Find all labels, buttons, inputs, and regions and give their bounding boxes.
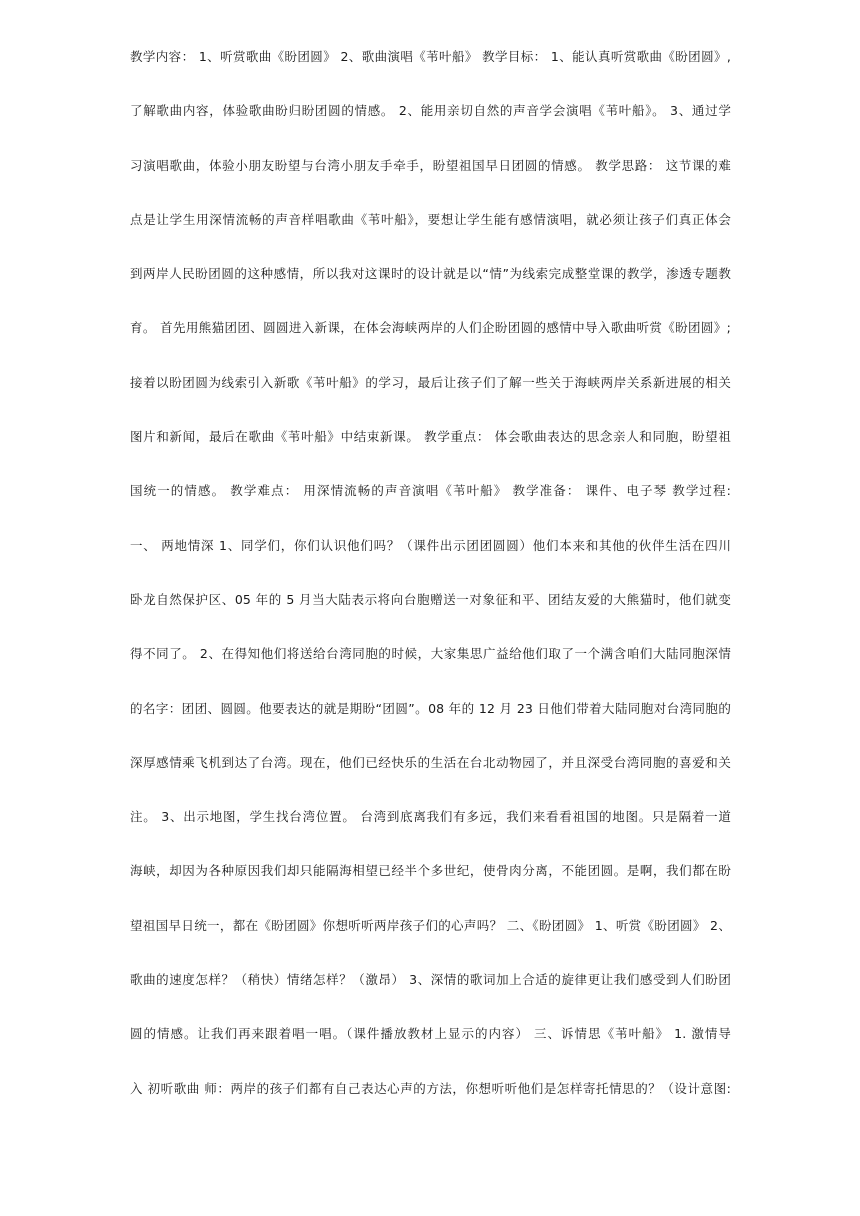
text-line: 海峡，却因为各种原因我们却只能隔海相望已经半个多世纪，使骨肉分离，不能团圆。是啊，我们都在盼 [130,863,731,879]
text-line: 了解歌曲内容，体验歌曲盼归盼团圆的情感。 2、能用亲切自然的声音学会演唱《苇叶船》。 3、通过学 [130,103,731,119]
text-line: 点是让学生用深情流畅的声音样唱歌曲《苇叶船》，要想让学生能有感情演唱，就必须让孩子们真正体会 [130,211,731,227]
text-line: 注。 3、出示地图，学生找台湾位置。 台湾到底离我们有多远，我们来看看祖国的地图。只是隔着一道 [130,809,731,825]
text-line: 育。 首先用熊猫团团、圆圆进入新课，在体会海峡两岸的人们企盼团圆的感情中导入歌曲听赏《盼团圆》; [130,320,731,336]
text-line: 望祖国早日统一，都在《盼团圆》你想听听两岸孩子们的心声吗？ 二、《盼团圆》 1、听赏《盼团圆》 2、 [130,917,731,933]
text-line: 到两岸人民盼团圆的这种感情，所以我对这课时的设计就是以“情”为线索完成整堂课的教学，渗透专题教 [130,266,731,282]
text-line: 接着以盼团圆为线索引入新歌《苇叶船》的学习，最后让孩子们了解一些关于海峡两岸关系新进展的相关 [130,374,731,390]
document-body [130,30,731,1116]
text-line: 卧龙自然保护区、05 年的 5 月当大陆表示将向台胞赠送一对象征和平、团结友爱的大熊猫时，他们就变 [130,591,731,607]
text-line: 习演唱歌曲，体验小朋友盼望与台湾小朋友手牵手，盼望祖国早日团圆的情感。 教学思路： 这节课的难 [130,157,731,173]
text-line: 圆的情感。让我们再来跟着唱一唱。（课件播放教材上显示的内容） 三、诉情思《苇叶船》 1. 激情导 [130,1026,731,1042]
text-line: 一、 两地情深 1、同学们，你们认识他们吗？（课件出示团团圆圆）他们本来和其他的伙伴生活在四川 [130,537,731,553]
text-line: 教学内容： 1、听赏歌曲《盼团圆》 2、歌曲演唱《苇叶船》 教学目标： 1、能认真听赏歌曲《盼团圆》, [130,49,731,64]
text-line: 图片和新闻，最后在歌曲《苇叶船》中结束新课。 教学重点： 体会歌曲表达的思念亲人和同胞，盼望祖 [130,429,731,445]
text-line: 深厚感情乘飞机到达了台湾。现在，他们已经快乐的生活在台北动物园了，并且深受台湾同胞的喜爱和关 [130,754,731,770]
text-line: 入 初听歌曲 师：两岸的孩子们都有自己表达心声的方法，你想听听他们是怎样寄托情思的？（设计意图: [130,1080,731,1096]
text-line: 得不同了。 2、在得知他们将送给台湾同胞的时候，大家集思广益给他们取了一个满含咱们大陆同胞深情 [130,646,731,662]
text-line: 国统一的情感。 教学难点： 用深情流畅的声音演唱《苇叶船》 教学准备： 课件、电子琴 教学过程: [130,483,731,499]
text-line: 歌曲的速度怎样？（稍快）情绪怎样？（激昂） 3、深情的歌词加上合适的旋律更让我们感受到人们盼团 [130,972,731,988]
text-line: 的名字：团团、圆圆。他要表达的就是期盼“团圆”。08 年的 12 月 23 日他们带着大陆同胞对台湾同胞的 [130,700,731,716]
